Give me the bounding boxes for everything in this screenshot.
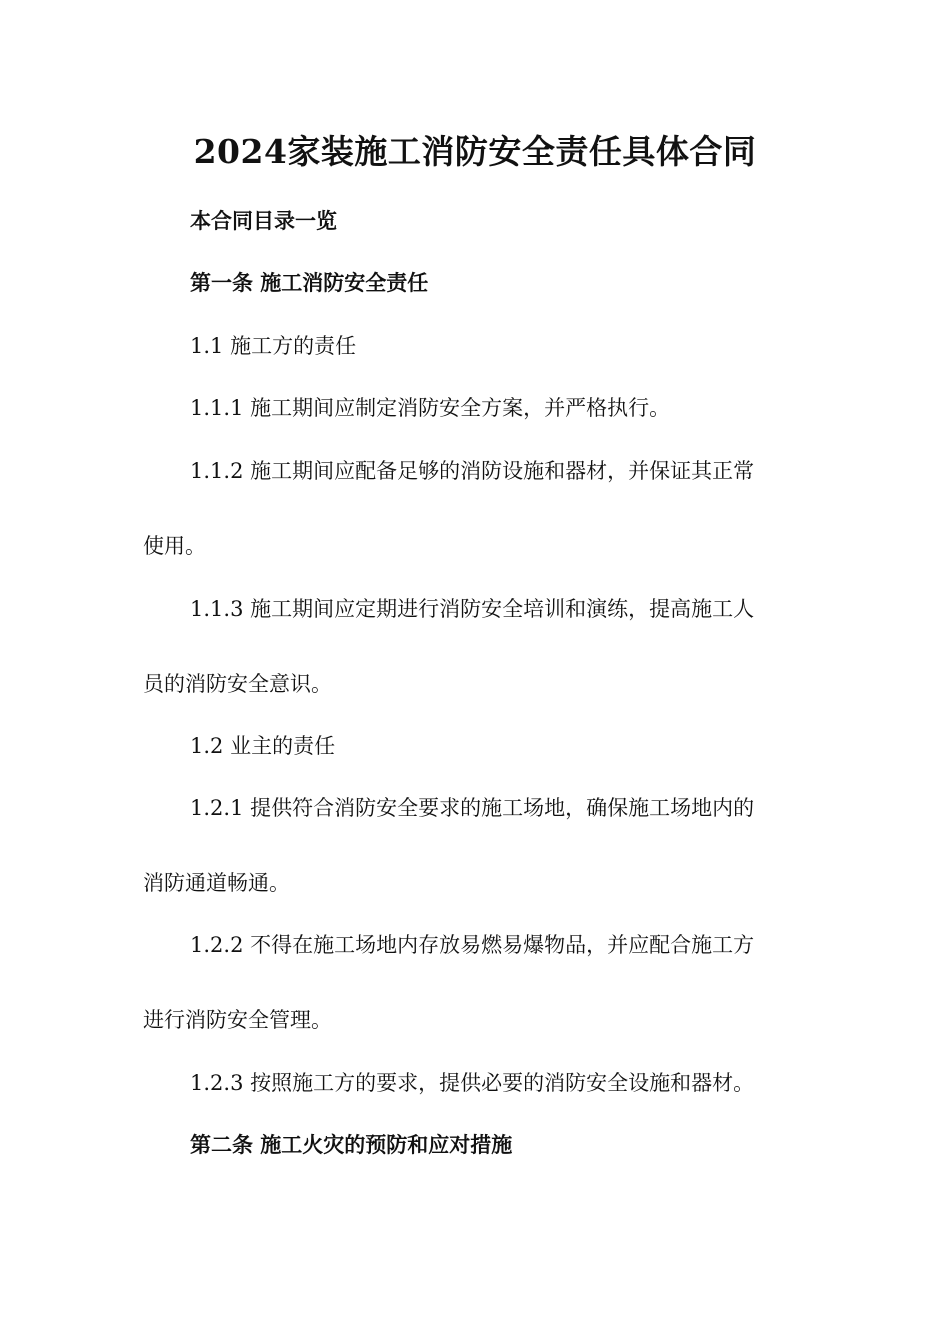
item-1-1-2-line2: 使用。	[143, 534, 206, 558]
section-1-2: 1.2 业主的责任	[190, 734, 336, 758]
article-1-heading: 第一条 施工消防安全责任	[190, 270, 429, 295]
article-2-heading: 第二条 施工火灾的预防和应对措施	[190, 1132, 513, 1157]
document-title: 2024家装施工消防安全责任具体合同	[193, 132, 757, 171]
item-1-2-1-line2: 消防通道畅通。	[143, 871, 290, 895]
item-1-1-3-line1: 1.1.3 施工期间应定期进行消防安全培训和演练，提高施工人	[190, 597, 755, 621]
item-1-2-2-line2: 进行消防安全管理。	[143, 1008, 332, 1032]
item-1-2-3: 1.2.3 按照施工方的要求，提供必要的消防安全设施和器材。	[190, 1071, 755, 1095]
toc-heading: 本合同目录一览	[190, 208, 337, 233]
item-1-1-2-line1: 1.1.2 施工期间应配备足够的消防设施和器材，并保证其正常	[190, 459, 755, 483]
item-1-1-1: 1.1.1 施工期间应制定消防安全方案，并严格执行。	[190, 396, 671, 420]
section-1-1: 1.1 施工方的责任	[190, 334, 357, 358]
item-1-1-3-line2: 员的消防安全意识。	[143, 672, 332, 696]
item-1-2-1-line1: 1.2.1 提供符合消防安全要求的施工场地，确保施工场地内的	[190, 796, 755, 820]
item-1-2-2-line1: 1.2.2 不得在施工场地内存放易燃易爆物品，并应配合施工方	[190, 933, 755, 957]
